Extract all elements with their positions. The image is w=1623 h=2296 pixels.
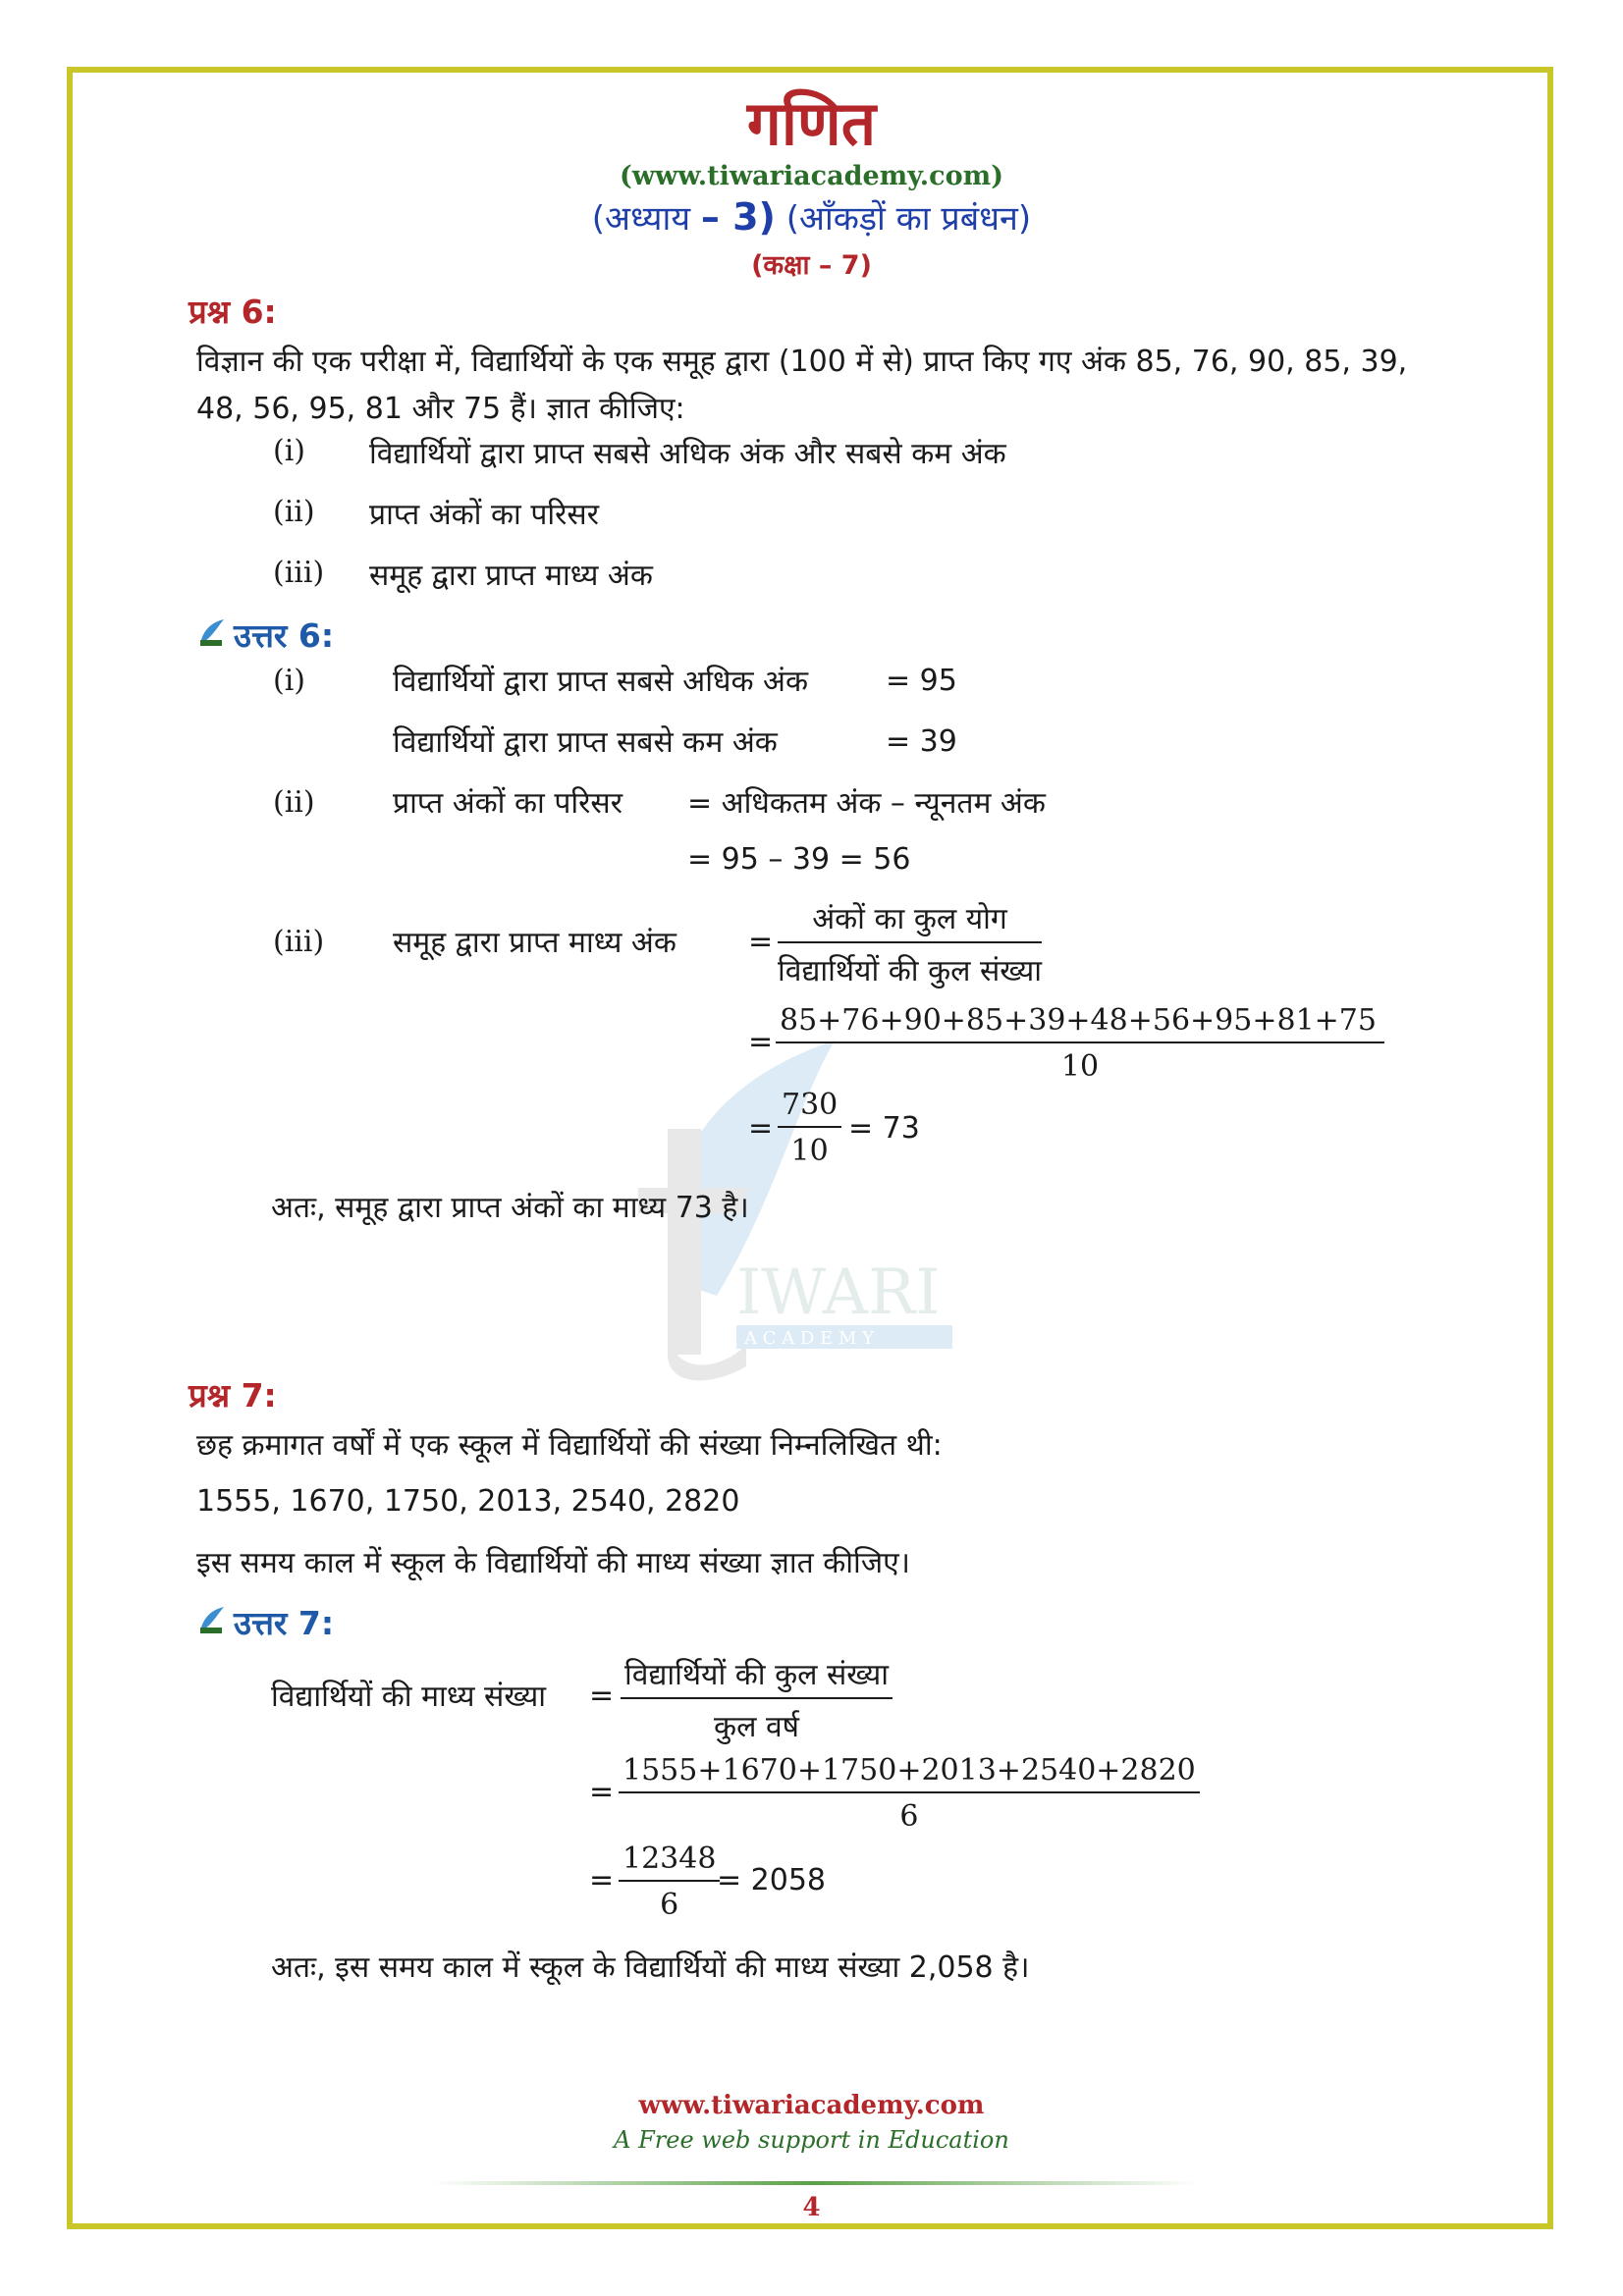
a7-equals-3: =	[589, 1863, 615, 1897]
a7-equals-2: =	[589, 1775, 615, 1809]
question-6-heading: प्रश्न 6:	[189, 293, 277, 331]
answer-7-heading: उत्तर 7:	[234, 1604, 335, 1642]
a6-iii-number: (iii)	[273, 925, 325, 959]
a6-range-label: प्राप्त अंकों का परिसर	[393, 786, 622, 821]
watermark-word: IWARI	[736, 1256, 941, 1329]
chapter-number: – 3)	[700, 195, 776, 239]
chapter-name: (आँकड़ों का प्रबंधन)	[785, 199, 1032, 239]
a6-max-value: = 95	[886, 664, 957, 698]
chapter-prefix: (अध्याय	[591, 199, 691, 239]
a6-result: = 73	[848, 1111, 920, 1146]
a6-range-calculation: = 95 – 39 = 56	[687, 842, 911, 877]
a6-mean-formula-fraction	[778, 897, 1042, 989]
q6-part-3-text: समूह द्वारा प्राप्त माध्य अंक	[369, 559, 653, 593]
a6-sum-denominator: 10	[1060, 1049, 1100, 1084]
a6-sum-fraction	[776, 1003, 1384, 1084]
a6-formula-denominator: विद्यार्थियों की कुल संख्या	[778, 954, 1043, 988]
a6-range-formula: = अधिकतम अंक – न्यूनतम अंक	[687, 786, 1046, 821]
footer-divider	[432, 2181, 1198, 2185]
a6-max-label: विद्यार्थियों द्वारा प्राप्त सबसे अधिक अंक	[393, 665, 808, 699]
a7-result-numerator: 12348	[619, 1842, 720, 1882]
footer-website-link[interactable]: www.tiwariacademy.com	[638, 2091, 985, 2120]
a7-sum-fraction	[619, 1753, 1200, 1834]
a6-i-number: (i)	[273, 664, 306, 698]
a6-equals-2: =	[748, 1025, 774, 1059]
q6-part-3-number: (iii)	[273, 556, 325, 590]
header-website: (www.tiwariacademy.com)	[620, 161, 1003, 191]
a7-result-denominator: 6	[660, 1888, 679, 1922]
question-7-line-3: इस समय काल में स्कूल के विद्यार्थियों की माध्य संख्या ज्ञात कीजिए।	[196, 1546, 911, 1580]
a7-equals-1: =	[589, 1679, 615, 1713]
class-number: – 7)	[818, 250, 872, 281]
a6-ii-number: (ii)	[273, 785, 315, 820]
a6-min-value: = 39	[886, 724, 957, 759]
footer-tagline: A Free web support in Education	[614, 2126, 1009, 2154]
chapter-line	[0, 194, 1623, 240]
a7-result: = 2058	[717, 1863, 827, 1897]
quill-logo-icon	[196, 616, 228, 648]
q6-part-1-number: (i)	[273, 434, 306, 468]
question-7-line-1: छह क्रमागत वर्षों में एक स्कूल में विद्यार्थियों की संख्या निम्नलिखित थी:	[196, 1428, 943, 1463]
a6-result-denominator: 10	[790, 1134, 829, 1168]
q6-part-2-number: (ii)	[273, 495, 315, 529]
a6-result-numerator: 730	[778, 1088, 841, 1128]
a6-formula-numerator: अंकों का कुल योग	[778, 897, 1042, 943]
a6-equals-3: =	[748, 1111, 774, 1146]
page-title: गणित	[746, 87, 877, 159]
quill-logo-icon	[196, 1604, 228, 1635]
a6-min-label: विद्यार्थियों द्वारा प्राप्त सबसे कम अंक	[393, 725, 778, 760]
a7-sum-numerator: 1555+1670+1750+2013+2540+2820	[619, 1753, 1200, 1793]
a7-mean-formula-fraction	[621, 1653, 893, 1745]
question-7-line-2: 1555, 1670, 1750, 2013, 2540, 2820	[196, 1484, 740, 1519]
a7-mean-label: विद्यार्थियों की माध्य संख्या	[271, 1680, 547, 1714]
a7-conclusion: अतः, इस समय काल में स्कूल के विद्यार्थियों की माध्य संख्या 2,058 है।	[271, 1950, 1030, 1985]
a7-formula-numerator: विद्यार्थियों की कुल संख्या	[621, 1653, 893, 1699]
question-7-heading: प्रश्न 7:	[189, 1376, 277, 1415]
q6-part-1-text: विद्यार्थियों द्वारा प्राप्त सबसे अधिक अंक और सबसे कम अंक	[369, 437, 1006, 471]
class-line	[0, 245, 1623, 282]
question-6-line-1: विज्ञान की एक परीक्षा में, विद्यार्थियों के एक समूह द्वारा (100 में से) प्राप्त किए गए अंक 85, 76, 90, 85, 39,	[196, 345, 1408, 379]
a7-formula-denominator: कुल वर्ष	[714, 1710, 799, 1744]
a7-result-fraction	[619, 1842, 720, 1922]
a7-sum-denominator: 6	[899, 1799, 919, 1834]
q6-part-2-text: प्राप्त अंकों का परिसर	[369, 498, 599, 532]
question-6-line-2: 48, 56, 95, 81 और 75 हैं। ज्ञात कीजिए:	[196, 392, 685, 426]
a6-sum-numerator: 85+76+90+85+39+48+56+95+81+75	[776, 1003, 1384, 1043]
a6-mean-label: समूह द्वारा प्राप्त माध्य अंक	[393, 926, 676, 960]
a6-conclusion: अतः, समूह द्वारा प्राप्त अंकों का माध्य 73 है।	[271, 1191, 749, 1225]
answer-6-heading: उत्तर 6:	[234, 616, 335, 655]
a6-result-fraction	[778, 1088, 841, 1168]
page-number: 4	[802, 2193, 821, 2222]
a6-equals-1: =	[748, 925, 774, 959]
class-label: (कक्षा	[751, 250, 810, 281]
watermark-sub: A C A D E M Y	[744, 1328, 874, 1349]
